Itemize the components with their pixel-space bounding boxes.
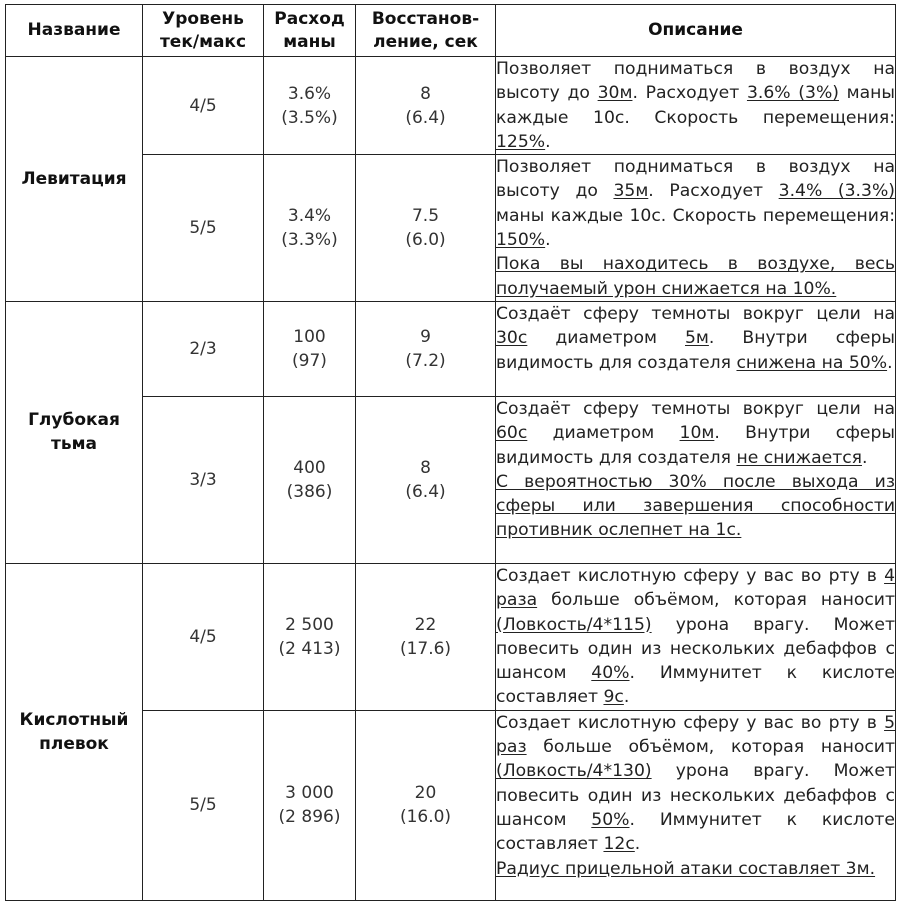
highlighted-value: Радиус прицельной атаки составляет 3м. [496, 858, 876, 879]
description-text: . Расходует [632, 83, 747, 104]
mana-cost [264, 396, 356, 563]
highlighted-value: 150% [496, 230, 546, 251]
cooldown-value: 7.5 [411, 206, 440, 227]
skill-description [496, 57, 896, 155]
mana-cost-value: 3 000 [285, 783, 334, 804]
mana-cost-value: (97) [292, 350, 327, 371]
description-text: . [887, 352, 893, 373]
mana-cost [264, 57, 356, 155]
skill-level: 3/3 [143, 396, 264, 563]
header-row [6, 5, 896, 57]
skill-name-line: Кислотный [19, 709, 129, 730]
skill-name [6, 301, 143, 563]
description-text: урона врагу. Может повесить один из нескольких дебаффов с шансом [496, 614, 895, 684]
skill-description [496, 301, 896, 396]
description-paragraph [496, 302, 895, 375]
skill-level: 4/5 [143, 563, 264, 710]
skill-level: 2/3 [143, 301, 264, 396]
header-level-line: Уровень [162, 8, 244, 29]
highlighted-value: 5 раз [496, 712, 895, 758]
skill-level: 4/5 [143, 57, 264, 155]
table-row [6, 301, 896, 396]
skill-description [496, 155, 896, 302]
cooldown [356, 563, 496, 710]
mana-cost-value: 100 [293, 326, 326, 347]
description-text: . [545, 131, 551, 152]
description-text: . [634, 834, 641, 855]
mana-cost-value: (3.5%) [281, 107, 338, 128]
highlighted-value: 35м [613, 181, 649, 202]
cooldown-value: 20 [414, 783, 437, 804]
cooldown-value: 22 [414, 614, 437, 635]
description-text: диаметром [527, 423, 680, 444]
skill-name [6, 563, 143, 900]
mana-cost [264, 155, 356, 302]
cooldown-value: (6.4) [405, 107, 446, 128]
description-paragraph [496, 252, 895, 301]
description-text: . Внутри сферы видимость для создателя [496, 423, 895, 468]
highlighted-value: Пока вы находитесь в воздухе, весь получаемый урон снижается на 10%. [496, 254, 895, 299]
skill-name [6, 57, 143, 302]
highlighted-value: (Ловкость/4*115) [496, 614, 652, 635]
description-text: . Иммунитет к кислоте составляет [496, 663, 895, 708]
highlighted-value: 9с [603, 687, 624, 708]
cooldown [356, 710, 496, 900]
highlighted-value: 5м [685, 328, 709, 349]
description-text: Создает кислотную сферу у вас во рту в [496, 712, 885, 733]
cooldown-value: (7.2) [405, 350, 446, 371]
mana-cost-value: (2 896) [278, 807, 341, 828]
highlighted-value: не снижается [736, 447, 862, 468]
mana-cost-value: 2 500 [285, 614, 334, 635]
description-paragraph [496, 57, 895, 154]
cooldown [356, 155, 496, 302]
mana-cost [264, 301, 356, 396]
description-text: . [545, 230, 551, 251]
description-text: Позволяет подниматься в воздух на высоту до [496, 59, 895, 104]
header-cooldown-line: ление, сек [373, 31, 478, 52]
mana-cost [264, 710, 356, 900]
header-cooldown [356, 5, 496, 57]
description-text: Создаёт сферу темноты вокруг цели на [496, 398, 895, 419]
header-level [143, 5, 264, 57]
description-text: . Иммунитет к кислоте составляет [496, 809, 895, 855]
header-mana-line: Расход [274, 8, 345, 29]
description-text: больше объёмом, которая наносит [526, 737, 895, 758]
mana-cost [264, 563, 356, 710]
description-paragraph [496, 397, 895, 470]
skill-description [496, 563, 896, 710]
highlighted-value: 12с [603, 834, 635, 855]
description-paragraph [496, 155, 895, 252]
description-paragraph [496, 470, 895, 543]
skill-level: 5/5 [143, 710, 264, 900]
skill-name-line: Левитация [21, 168, 127, 189]
mana-cost-value: (386) [286, 481, 333, 502]
description-text: . [623, 687, 630, 708]
cooldown-value: (6.4) [405, 481, 446, 502]
description-text: . [862, 447, 868, 468]
table-row [6, 563, 896, 710]
cooldown-value: 8 [420, 457, 431, 478]
header-cooldown-line: Восстанов- [371, 8, 480, 29]
mana-cost-value: 400 [293, 457, 326, 478]
description-paragraph [496, 857, 895, 881]
skill-name-line: Глубокая [28, 410, 120, 431]
description-text: . Расходует [648, 181, 779, 202]
skill-name-line: тьма [51, 434, 97, 455]
description-text: Позволяет подниматься в воздух на высоту до [496, 157, 895, 202]
cooldown-value: (17.6) [399, 638, 452, 659]
header-mana [264, 5, 356, 57]
highlighted-value: С вероятностью 30% после выхода из сферы или завершения способности противник ослепнет на 1с. [496, 471, 895, 541]
table-row [6, 57, 896, 155]
skills-table [5, 4, 896, 901]
skill-level: 5/5 [143, 155, 264, 302]
highlighted-value: (Ловкость/4*130) [496, 761, 652, 782]
highlighted-value: 10м [679, 423, 715, 444]
mana-cost-value: 3.6% [287, 83, 332, 104]
description-text: диаметром [527, 328, 685, 349]
highlighted-value: снижена на 50% [736, 352, 888, 373]
header-level-line: тек/макс [159, 31, 247, 52]
description-paragraph [496, 564, 895, 710]
mana-cost-value: 3.4% [287, 206, 332, 227]
header-name: Название [6, 5, 143, 57]
cooldown-value: 8 [420, 83, 431, 104]
header-description: Описание [496, 5, 896, 57]
skill-description [496, 710, 896, 900]
mana-cost-value: (3.3%) [281, 230, 338, 251]
description-text: маны каждые 10с. Скорость перемещения: [496, 205, 895, 226]
description-text: больше объёмом, которая наносит [537, 590, 895, 611]
cooldown [356, 301, 496, 396]
highlighted-value: 40% [591, 663, 630, 684]
highlighted-value: 3.6% (3%) [746, 83, 839, 104]
skill-description [496, 396, 896, 563]
header-mana-line: маны [283, 31, 336, 52]
cooldown-value: (16.0) [399, 807, 452, 828]
description-text: маны каждые 10с. Скорость перемещения: [496, 83, 895, 128]
description-text: Создаёт сферу темноты вокруг цели на [496, 303, 895, 324]
cooldown-value: 9 [420, 326, 431, 347]
description-text: . Внутри сферы видимость для создателя [496, 328, 895, 373]
highlighted-value: 30м [597, 83, 633, 104]
description-text: Создает кислотную сферу у вас во рту в [496, 565, 885, 586]
highlighted-value: 125% [496, 131, 546, 152]
skill-name-line: плевок [39, 733, 109, 754]
cooldown-value: (6.0) [405, 230, 446, 251]
cooldown [356, 396, 496, 563]
mana-cost-value: (2 413) [278, 638, 341, 659]
cooldown [356, 57, 496, 155]
description-paragraph [496, 711, 895, 857]
highlighted-value: 30с [496, 328, 528, 349]
highlighted-value: 60с [496, 423, 528, 444]
description-text: урона врагу. Может повесить один из нескольких дебаффов с шансом [496, 761, 895, 830]
highlighted-value: 3.4% (3.3%) [778, 181, 895, 202]
highlighted-value: 4 раза [496, 565, 895, 611]
highlighted-value: 50% [591, 809, 630, 830]
